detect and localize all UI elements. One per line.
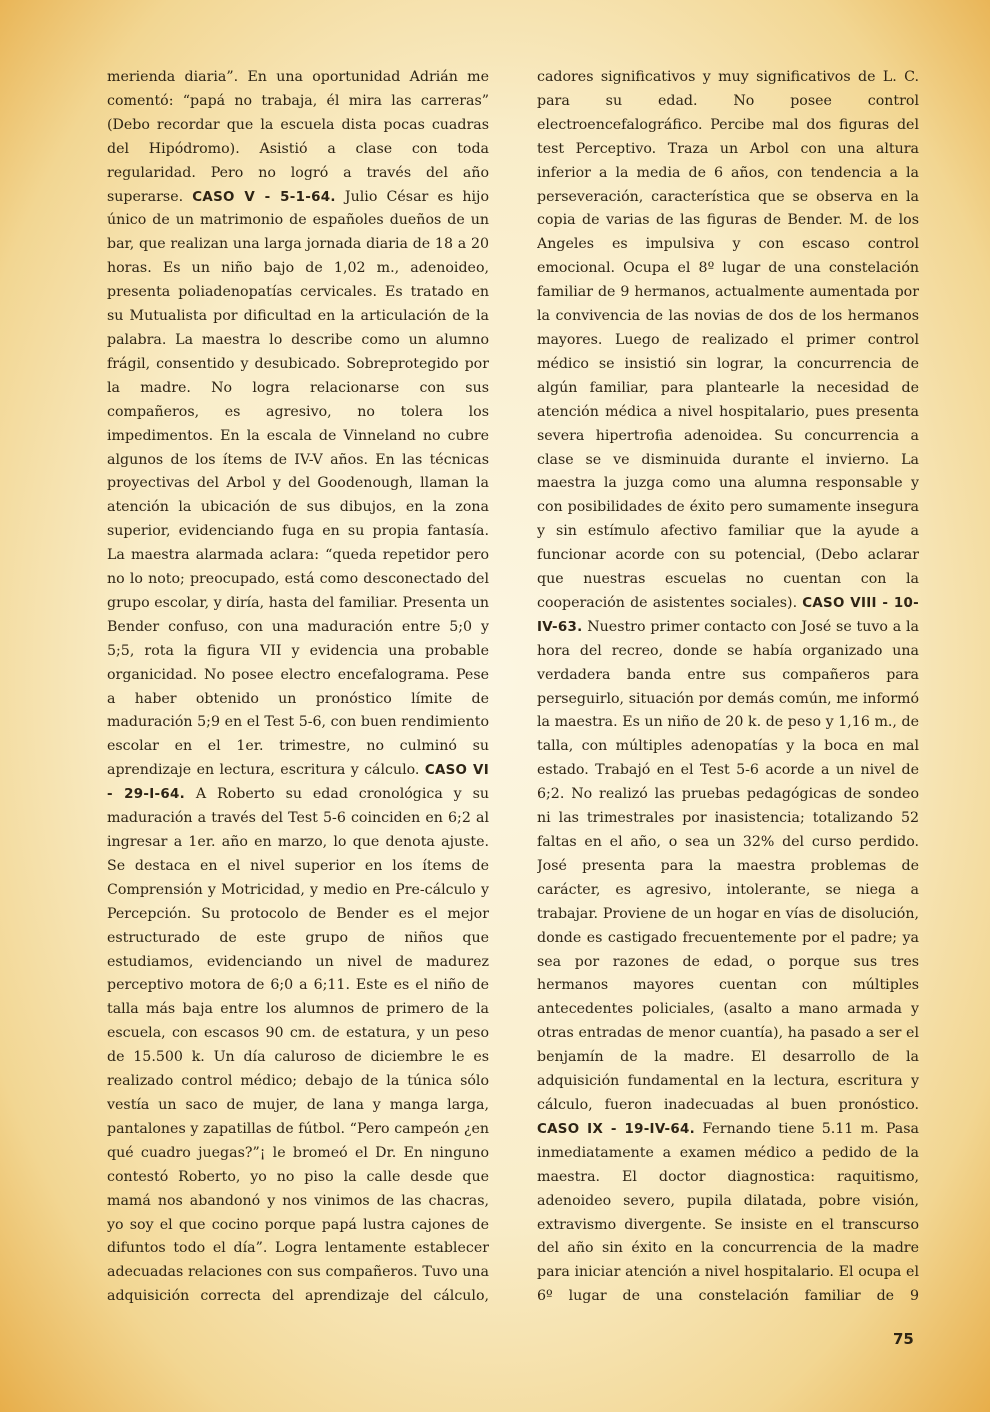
case-heading: CASO VIII - 10-IV-63.: [537, 595, 919, 635]
text-run: Nuestro primer contacto con José se tuvo a la hora del recreo, donde se había organizado una verdadera banda entre sus compañeros para perseguirlo, situación por demás común, me informó la maestra. Es un niño de 20 k. de peso y 1,16 m., de talla, con múltiples adenopatías y la boca en mal estado. Trabajó en el Test 5-6 acorde a un nivel de 6;2. No realizó las pruebas pedagógicas de sondeo ni las trimestrales por inasistencia; totalizando 52 faltas en el año, o sea un 32% del curso perdido. José presenta para la maestra problemas de carácter, es agresivo, intolerante, se niega a trabajar. Proviene de un hogar en vías de disolución, donde es castigado frecuentemente por el padre; ya sea por razones de edad, o porque sus tres hermanos mayores cuentan con múltiples antecedentes policiales, (asalto a mano armada y otras entradas de menor cuantía), ha pasado a ser el benjamín de la madre. El desarrollo de la adquisición fundamental en la lectura, escritura y cálculo, fueron inadecuadas al buen pronóstico.: [537, 618, 919, 1113]
right-column-paragraph: [537, 66, 919, 1306]
case-heading: CASO VI - 29-I-64.: [107, 763, 489, 803]
text-run: cadores significativos y muy significativos de L. C. para su edad. No posee control electroencefalográfico. Percibe mal dos figuras del test Perceptivo. Traza un Arbol con una altura inferior a la media de 6 años, con tendencia a la perseveración, característica que se observa en la copia de varias de las figuras de Bender. M. de los Angeles es impulsiva y con escaso control emocional. Ocupa el 8º lugar de una constelación familiar de 9 hermanos, actualmente aumentada por la convivencia de las novias de dos de los hermanos mayores. Luego de realizado el primer control médico se insistió sin lograr, la concurrencia de algún familiar, para plantearle la necesidad de atención médica a nivel hospitalario, pues presenta severa hipertrofia adenoidea. Su concurrencia a clase se ve disminuida durante el invierno. La maestra la juzga como una alumna responsable y con posibilidades de éxito pero sumamente insegura y sin estímulo afectivo familiar que la ayude a funcionar acorde con su potencial, (Debo aclarar que nuestras escuelas no cuentan con la cooperación de asistentes sociales).: [537, 69, 919, 611]
case-heading: CASO V - 5-1-64.: [192, 189, 336, 205]
left-column: [107, 66, 489, 1306]
page-number: 75: [893, 1330, 914, 1348]
right-column: [537, 66, 919, 1306]
left-column-paragraph: [107, 66, 489, 1306]
text-run: merienda diaria”. En una oportunidad Adrián me comentó: “papá no trabaja, él mira las carreras” (Debo recordar que la escuela dista pocas cuadras del Hipódromo). Asistió a clase con toda regularidad. Pero no logró a través del año superarse.: [107, 69, 489, 205]
text-run: Fernando tiene 5.11 m. Pasa inmediatamente a examen médico a pedido de la maestra. El doctor diagnostica: raquitismo, adenoideo severo, pupila dilatada, pobre visión, extravismo divergente. Se insiste en el transcurso del año sin éxito en la concurrencia de la madre para iniciar atención a nivel hospitalario. El ocupa el 6º lugar de una constelación familiar de 9: [537, 1120, 919, 1305]
text-run: A Roberto su edad cronológica y su maduración a través del Test 5-6 coinciden en 6;2 al ingresar a 1er. año en marzo, lo que denota ajuste. Se destaca en el nivel superior en los ítems de Comprensión y Motricidad, y medio en Pre-cálculo y Percepción. Su protocolo de Bender es el mejor estructurado de este grupo de niños que estudiamos, evidenciando un nivel de madurez perceptivo motora de 6;0 a 6;11. Este es el niño de talla más baja entre los alumnos de primero de la escuela, con escasos 90 cm. de estatura, y un peso de 15.500 k. Un día caluroso de diciembre le es realizado control médico; debajo de la túnica sólo vestía un saco de mujer, de lana y manga larga, pantalones y zapatillas de fútbol. “Pero campeón ¿en qué cuadro juegas?”¡ le bromeó el Dr. En ninguno contestó Roberto, yo no piso la calle desde que mamá nos abandonó y nos vinimos de las chacras, yo soy el que cocino porque papá lustra cajones de difuntos todo el día”. Logra lentamente establecer adecuadas relaciones con sus compañeros. Tuvo una adquisición correcta del aprendizaje del cálculo,: [107, 786, 489, 1305]
case-heading: CASO IX - 19-IV-64.: [537, 1121, 696, 1137]
text-run: Julio César es hijo único de un matrimonio de españoles dueños de un bar, que realizan una larga jornada diaria de 18 a 20 horas. Es un niño bajo de 1,02 m., adenoideo, presenta poliadenopatías cervicales. Es tratado en su Mutualista por dificultad en la articulación de la palabra. La maestra lo describe como un alumno frágil, consentido y desubicado. Sobreprotegido por la madre. No logra relacionarse con sus compañeros, es agresivo, no tolera los impedimentos. En la escala de Vinneland no cubre algunos de los ítems de IV-V años. En las técnicas proyectivas del Arbol y del Goodenough, llaman la atención la ubicación de sus dibujos, en la zona superior, evidenciando fuga en su propia fantasía. La maestra alarmada aclara: “queda repetidor pero no lo noto; preocupado, está como desconectado del grupo escolar, y diría, hasta del familiar. Presenta un Bender confuso, con una maduración entre 5;0 y 5;5, rota la figura VII y evidencia una probable organicidad. No posee electro encefalograma. Pese a haber obtenido un pronóstico límite de maduración 5;9 en el Test 5-6, con buen rendimiento escolar en el 1er. trimestre, no culminó su aprendizaje en lectura, escritura y cálculo.: [107, 188, 489, 779]
